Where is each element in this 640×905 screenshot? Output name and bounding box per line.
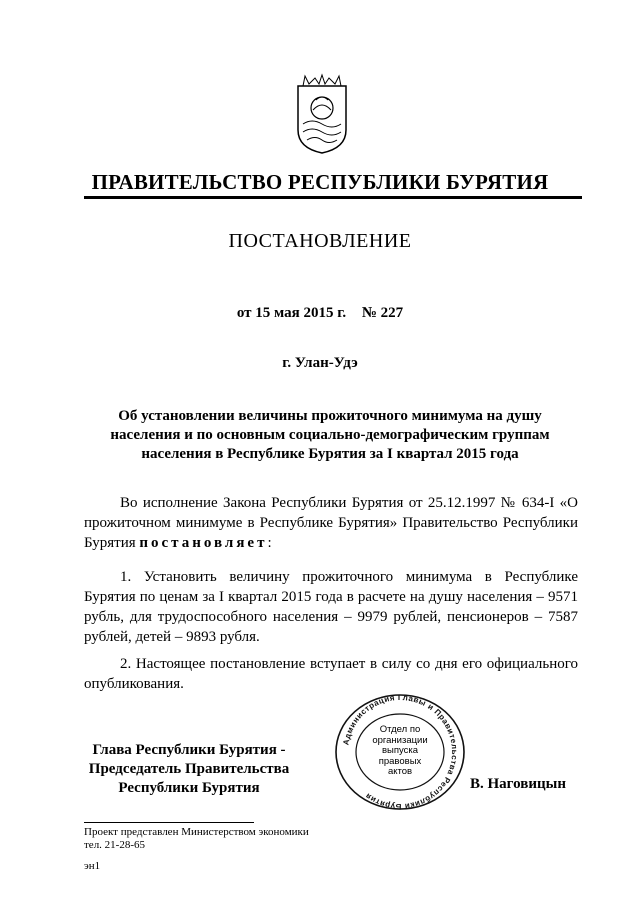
stamp-line-4: правовых [378, 755, 422, 767]
stamp-line-2: организации [372, 734, 428, 746]
document-date: от 15 мая 2015 г. [236, 305, 347, 321]
intro-colon: : [267, 535, 272, 551]
organization-heading: ПРАВИТЕЛЬСТВО РЕСПУБЛИКИ БУРЯТИЯ [91, 170, 549, 194]
signer-position-line-3: Республики Бурятия [118, 780, 260, 796]
document-number: № 227 [361, 305, 404, 321]
coat-of-arms-emblem [295, 72, 349, 154]
stamp-line-5: актов [387, 766, 413, 777]
signer-name: В. Наговицын [470, 776, 566, 792]
document-code: эн1 [84, 860, 101, 872]
item-2-text: 2. Настоящее постановление вступает в силу со дня его официального опубликования. [84, 656, 578, 692]
stamp-center-text [361, 725, 439, 778]
stamp-ring-text: Администрация Главы и Правительства Республики Бурятия [341, 692, 460, 812]
item-2-paragraph [84, 654, 578, 694]
header-divider [84, 196, 582, 199]
stamp-line-1: Отдел по [379, 724, 421, 735]
item-1-text: 1. Установить величину прожиточного минимума в Республике Бурятия по ценам за I квартал 2015 года в расчете на душу населения – 9571 рубль, для трудоспособного населения – 9979 рублей, пенсионеров – 7587 рублей, детей – 9893 рубля. [84, 569, 578, 645]
item-1-paragraph [84, 567, 578, 647]
footnote-divider [84, 822, 254, 823]
footnote-phone: тел. 21-28-65 [84, 839, 146, 851]
signer-position-line-1: Глава Республики Бурятия - [92, 742, 286, 758]
intro-text: Во исполнение Закона Республики Бурятия от 25.12.1997 № 634-I «О прожиточном минимуме в Республике Бурятия» Правительство Республики Бурятия [84, 495, 578, 551]
signer-position [84, 741, 294, 798]
signer-position-line-2: Председатель Правительства [88, 761, 290, 777]
footnote-project: Проект представлен Министерством экономики [84, 826, 309, 838]
date-number-line [0, 305, 640, 322]
city: г. Улан-Удэ [282, 355, 358, 371]
document-title: Об установлении величины прожиточного минимума на душу населения и по основным социально-демографическим группам населения в Республике Бурятия за I квартал 2015 года [110, 408, 550, 462]
intro-paragraph [84, 493, 578, 553]
document-type: ПОСТАНОВЛЕНИЕ [228, 230, 412, 252]
stamp-line-3: выпуска [381, 745, 419, 756]
decree-word: постановляет [139, 535, 268, 551]
